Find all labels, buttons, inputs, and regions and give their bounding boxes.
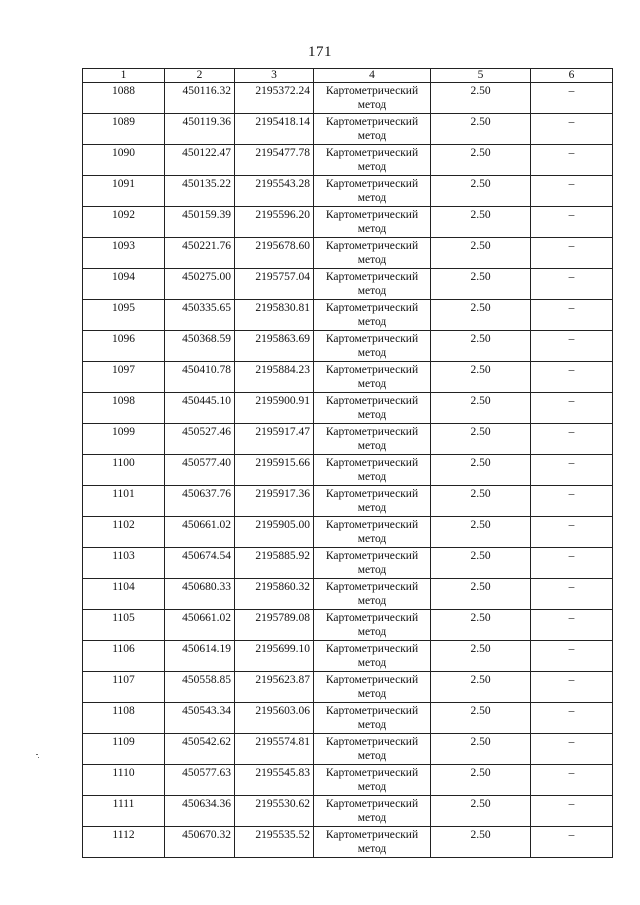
note-cell: – [531,331,613,362]
method-cell: Картометрический метод [314,238,431,269]
method-cell: Картометрический метод [314,83,431,114]
point-number-cell: 1099 [83,424,165,455]
note-cell: – [531,455,613,486]
point-number-cell: 1095 [83,300,165,331]
method-cell: Картометрический метод [314,579,431,610]
point-number-cell: 1101 [83,486,165,517]
point-number-cell: 1096 [83,331,165,362]
method-cell: Картометрический метод [314,827,431,858]
x-coordinate-cell: 450159.39 [165,207,235,238]
point-number-cell: 1090 [83,145,165,176]
accuracy-cell: 2.50 [431,424,531,455]
y-coordinate-cell: 2195530.62 [235,796,314,827]
header-col-5: 5 [431,69,531,83]
y-coordinate-cell: 2195596.20 [235,207,314,238]
method-cell: Картометрический метод [314,331,431,362]
x-coordinate-cell: 450410.78 [165,362,235,393]
method-cell: Картометрический метод [314,672,431,703]
point-number-cell: 1110 [83,765,165,796]
method-cell: Картометрический метод [314,424,431,455]
y-coordinate-cell: 2195603.06 [235,703,314,734]
y-coordinate-cell: 2195545.83 [235,765,314,796]
table-row [83,703,613,734]
page-number: 171 [308,44,332,60]
accuracy-cell: 2.50 [431,176,531,207]
header-row [83,69,613,83]
accuracy-cell: 2.50 [431,610,531,641]
method-cell: Картометрический метод [314,393,431,424]
note-cell: – [531,827,613,858]
accuracy-cell: 2.50 [431,83,531,114]
y-coordinate-cell: 2195678.60 [235,238,314,269]
accuracy-cell: 2.50 [431,300,531,331]
x-coordinate-cell: 450122.47 [165,145,235,176]
method-cell: Картометрический метод [314,641,431,672]
x-coordinate-cell: 450670.32 [165,827,235,858]
table-row [83,517,613,548]
x-coordinate-cell: 450135.22 [165,176,235,207]
header-col-6: 6 [531,69,613,83]
x-coordinate-cell: 450368.59 [165,331,235,362]
header-col-4: 4 [314,69,431,83]
method-cell: Картометрический метод [314,300,431,331]
accuracy-cell: 2.50 [431,548,531,579]
method-cell: Картометрический метод [314,176,431,207]
header-col-3: 3 [235,69,314,83]
method-cell: Картометрический метод [314,703,431,734]
point-number-cell: 1102 [83,517,165,548]
method-cell: Картометрический метод [314,114,431,145]
point-number-cell: 1094 [83,269,165,300]
note-cell: – [531,765,613,796]
note-cell: – [531,83,613,114]
x-coordinate-cell: 450543.34 [165,703,235,734]
note-cell: – [531,796,613,827]
point-number-cell: 1088 [83,83,165,114]
y-coordinate-cell: 2195757.04 [235,269,314,300]
accuracy-cell: 2.50 [431,362,531,393]
table-row [83,827,613,858]
accuracy-cell: 2.50 [431,486,531,517]
point-number-cell: 1098 [83,393,165,424]
point-number-cell: 1107 [83,672,165,703]
table-row [83,393,613,424]
note-cell: – [531,393,613,424]
header-col-2: 2 [165,69,235,83]
method-cell: Картометрический метод [314,734,431,765]
accuracy-cell: 2.50 [431,207,531,238]
point-number-cell: 1112 [83,827,165,858]
table-row [83,548,613,579]
x-coordinate-cell: 450680.33 [165,579,235,610]
point-number-cell: 1091 [83,176,165,207]
note-cell: – [531,548,613,579]
x-coordinate-cell: 450577.63 [165,765,235,796]
point-number-cell: 1105 [83,610,165,641]
note-cell: – [531,145,613,176]
scan-speck [38,757,39,758]
x-coordinate-cell: 450527.46 [165,424,235,455]
header-col-1: 1 [83,69,165,83]
table-row [83,207,613,238]
method-cell: Картометрический метод [314,207,431,238]
table-body [83,83,613,858]
table-row [83,796,613,827]
note-cell: – [531,424,613,455]
table-row [83,145,613,176]
x-coordinate-cell: 450445.10 [165,393,235,424]
point-number-cell: 1097 [83,362,165,393]
accuracy-cell: 2.50 [431,703,531,734]
x-coordinate-cell: 450614.19 [165,641,235,672]
y-coordinate-cell: 2195860.32 [235,579,314,610]
point-number-cell: 1092 [83,207,165,238]
accuracy-cell: 2.50 [431,331,531,362]
y-coordinate-cell: 2195623.87 [235,672,314,703]
point-number-cell: 1108 [83,703,165,734]
point-number-cell: 1109 [83,734,165,765]
y-coordinate-cell: 2195863.69 [235,331,314,362]
note-cell: – [531,703,613,734]
note-cell: – [531,486,613,517]
method-cell: Картометрический метод [314,765,431,796]
table-row [83,424,613,455]
y-coordinate-cell: 2195418.14 [235,114,314,145]
x-coordinate-cell: 450577.40 [165,455,235,486]
table-row [83,486,613,517]
note-cell: – [531,176,613,207]
accuracy-cell: 2.50 [431,765,531,796]
method-cell: Картометрический метод [314,269,431,300]
note-cell: – [531,207,613,238]
y-coordinate-cell: 2195372.24 [235,83,314,114]
point-number-cell: 1093 [83,238,165,269]
point-number-cell: 1106 [83,641,165,672]
accuracy-cell: 2.50 [431,641,531,672]
accuracy-cell: 2.50 [431,238,531,269]
table-row [83,331,613,362]
accuracy-cell: 2.50 [431,827,531,858]
y-coordinate-cell: 2195477.78 [235,145,314,176]
method-cell: Картометрический метод [314,455,431,486]
note-cell: – [531,269,613,300]
table-row [83,734,613,765]
y-coordinate-cell: 2195574.81 [235,734,314,765]
table-row [83,641,613,672]
table-row [83,362,613,393]
table-row [83,114,613,145]
x-coordinate-cell: 450558.85 [165,672,235,703]
table-row [83,672,613,703]
x-coordinate-cell: 450634.36 [165,796,235,827]
table-row [83,238,613,269]
note-cell: – [531,517,613,548]
table-row [83,300,613,331]
note-cell: – [531,734,613,765]
table-row [83,269,613,300]
scan-speck [36,754,38,755]
accuracy-cell: 2.50 [431,455,531,486]
y-coordinate-cell: 2195830.81 [235,300,314,331]
accuracy-cell: 2.50 [431,672,531,703]
x-coordinate-cell: 450221.76 [165,238,235,269]
method-cell: Картометрический метод [314,517,431,548]
table-row [83,455,613,486]
table-header [83,69,613,83]
y-coordinate-cell: 2195905.00 [235,517,314,548]
note-cell: – [531,362,613,393]
x-coordinate-cell: 450542.62 [165,734,235,765]
accuracy-cell: 2.50 [431,393,531,424]
note-cell: – [531,238,613,269]
point-number-cell: 1111 [83,796,165,827]
point-number-cell: 1100 [83,455,165,486]
method-cell: Картометрический метод [314,610,431,641]
y-coordinate-cell: 2195543.28 [235,176,314,207]
coordinates-table [82,68,613,858]
x-coordinate-cell: 450119.36 [165,114,235,145]
accuracy-cell: 2.50 [431,579,531,610]
method-cell: Картометрический метод [314,145,431,176]
note-cell: – [531,114,613,145]
accuracy-cell: 2.50 [431,145,531,176]
accuracy-cell: 2.50 [431,517,531,548]
table-row [83,765,613,796]
y-coordinate-cell: 2195917.36 [235,486,314,517]
note-cell: – [531,300,613,331]
x-coordinate-cell: 450637.76 [165,486,235,517]
y-coordinate-cell: 2195917.47 [235,424,314,455]
accuracy-cell: 2.50 [431,734,531,765]
note-cell: – [531,579,613,610]
note-cell: – [531,641,613,672]
note-cell: – [531,610,613,641]
accuracy-cell: 2.50 [431,269,531,300]
y-coordinate-cell: 2195900.91 [235,393,314,424]
y-coordinate-cell: 2195535.52 [235,827,314,858]
point-number-cell: 1103 [83,548,165,579]
y-coordinate-cell: 2195789.08 [235,610,314,641]
y-coordinate-cell: 2195885.92 [235,548,314,579]
y-coordinate-cell: 2195699.10 [235,641,314,672]
point-number-cell: 1089 [83,114,165,145]
table-row [83,176,613,207]
x-coordinate-cell: 450661.02 [165,610,235,641]
x-coordinate-cell: 450674.54 [165,548,235,579]
method-cell: Картометрический метод [314,362,431,393]
x-coordinate-cell: 450335.65 [165,300,235,331]
method-cell: Картометрический метод [314,796,431,827]
point-number-cell: 1104 [83,579,165,610]
table-row [83,579,613,610]
x-coordinate-cell: 450275.00 [165,269,235,300]
table-row [83,610,613,641]
method-cell: Картометрический метод [314,548,431,579]
table-row [83,83,613,114]
accuracy-cell: 2.50 [431,796,531,827]
y-coordinate-cell: 2195884.23 [235,362,314,393]
accuracy-cell: 2.50 [431,114,531,145]
x-coordinate-cell: 450661.02 [165,517,235,548]
method-cell: Картометрический метод [314,486,431,517]
note-cell: – [531,672,613,703]
x-coordinate-cell: 450116.32 [165,83,235,114]
y-coordinate-cell: 2195915.66 [235,455,314,486]
